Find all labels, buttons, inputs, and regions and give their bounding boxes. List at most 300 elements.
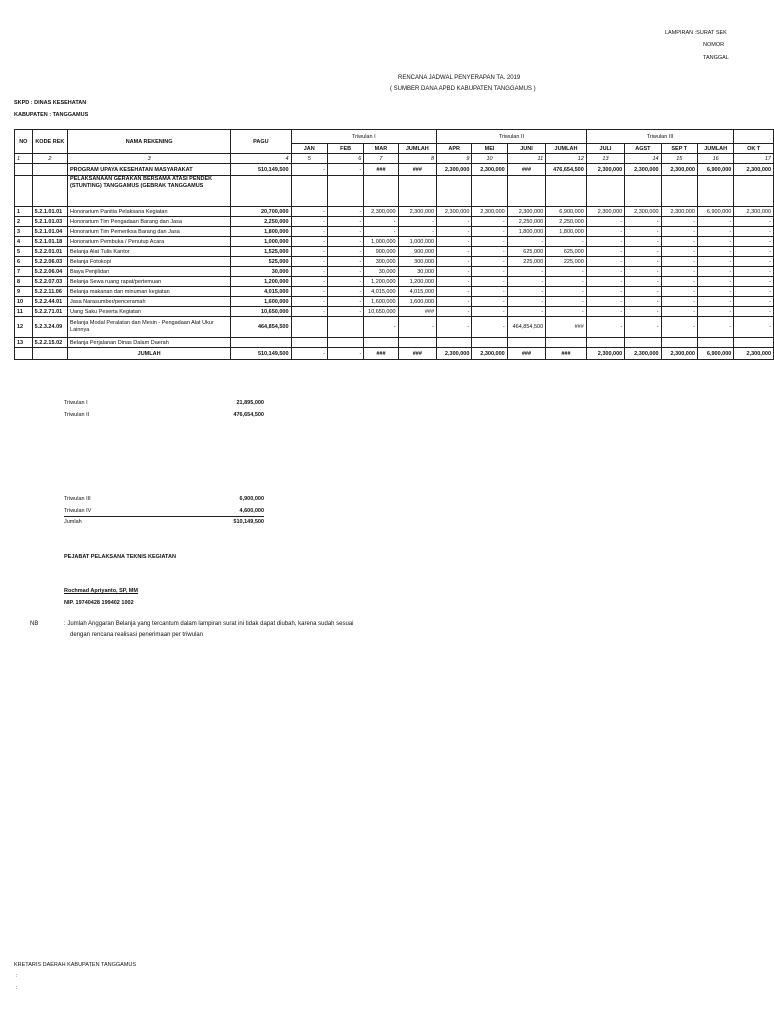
row-nama: Honorarium Tim Pemeriksa Barang dan Jasa	[68, 227, 231, 237]
col-index: 17	[734, 154, 774, 164]
table-cell: -	[437, 227, 472, 237]
table-cell: 1,000,000	[231, 237, 291, 247]
note-line-2: dengan rencana realisasi penerimaan per triwulan	[70, 632, 204, 638]
signature-role: PEJABAT PELAKSANA TEKNIS KEGIATAN	[64, 554, 176, 560]
table-cell: 2,300,000	[437, 164, 472, 176]
table-cell: -	[661, 307, 697, 317]
col-nama: NAMA REKENING	[68, 130, 231, 154]
table-cell: 464,854,500	[507, 317, 545, 338]
table-cell: -	[697, 227, 733, 237]
table-cell: -	[398, 217, 436, 227]
row-nama: Honorarium Pembuka / Penutup Acara	[68, 237, 231, 247]
table-cell: -	[327, 237, 363, 247]
table-cell: 20,700,000	[231, 207, 291, 217]
col-month: JULI	[586, 144, 624, 154]
summary-value: 21,895,000	[236, 400, 264, 406]
table-cell: -	[437, 317, 472, 338]
table-cell: -	[586, 227, 624, 237]
table-cell: ###	[507, 164, 545, 176]
table-cell: -	[697, 317, 733, 338]
table-cell: 1,200,000	[398, 277, 436, 287]
table-cell	[398, 338, 436, 348]
table-cell: -	[734, 287, 774, 297]
row-kode: 5.2.2.06.03	[32, 257, 67, 267]
table-cell: -	[472, 297, 507, 307]
table-cell: 1,000,000	[364, 237, 398, 247]
table-row	[15, 227, 774, 237]
table-cell: -	[734, 257, 774, 267]
col-index: 4	[231, 154, 291, 164]
row-nama: Belanja Sewa ruang rapat/pertemuan	[68, 277, 231, 287]
table-cell	[697, 338, 733, 348]
col-index: 1	[15, 154, 33, 164]
table-cell: 6,900,000	[546, 207, 587, 217]
table-cell: 2,300,000	[437, 207, 472, 217]
col-index: 7	[364, 154, 398, 164]
row-nama: Honorarium Panitia Pelaksana Kegiatan	[68, 207, 231, 217]
table-cell: -	[364, 317, 398, 338]
table-cell: -	[697, 257, 733, 267]
table-cell: -	[437, 267, 472, 277]
table-cell: -	[437, 247, 472, 257]
table-cell: -	[734, 297, 774, 307]
row-nama: Belanja Perjalanan Dinas Dalam Daerah	[68, 338, 231, 348]
table-row	[15, 317, 774, 338]
table-cell	[327, 317, 363, 338]
table-cell: -	[472, 307, 507, 317]
col-index: 16	[697, 154, 733, 164]
table-cell: -	[291, 277, 327, 287]
table-cell: -	[586, 257, 624, 267]
summary-label: Triwulan IV	[64, 508, 92, 514]
table-cell: -	[291, 287, 327, 297]
table-cell: 625,000	[507, 247, 545, 257]
table-row	[15, 338, 774, 348]
table-cell: 2,300,000	[586, 164, 624, 176]
table-cell: -	[625, 227, 661, 237]
table-cell: -	[546, 277, 587, 287]
table-cell: -	[437, 217, 472, 227]
table-cell: -	[734, 227, 774, 237]
col-triwulan-4-partial	[734, 130, 774, 144]
table-cell: -	[291, 267, 327, 277]
page-subtitle: ( SUMBER DANA APBD KABUPATEN TANGGAMUS )	[390, 86, 536, 92]
table-cell: ###	[398, 164, 436, 176]
table-cell: -	[291, 164, 327, 176]
table-cell: -	[437, 307, 472, 317]
table-cell	[291, 317, 327, 338]
table-cell: -	[546, 267, 587, 277]
col-triwulan-2: Triwulan II	[437, 130, 587, 144]
table-cell	[625, 338, 661, 348]
table-cell: -	[291, 348, 327, 360]
row-no: 13	[15, 338, 33, 348]
table-cell: -	[586, 267, 624, 277]
table-row	[15, 307, 774, 317]
row-no: 12	[15, 317, 33, 338]
table-row	[15, 297, 774, 307]
table-cell: 1,200,000	[364, 277, 398, 287]
table-cell: -	[546, 237, 587, 247]
tanggal-label: TANGGAL	[703, 55, 729, 61]
col-month: JUMLAH	[546, 144, 587, 154]
table-cell: 1,600,000	[231, 297, 291, 307]
table-cell: -	[437, 287, 472, 297]
table-cell: 10,650,000	[364, 307, 398, 317]
table-row	[15, 207, 774, 217]
table-cell: ###	[507, 348, 545, 360]
table-cell: -	[327, 277, 363, 287]
row-nama: Belanja makanan dan minuman kegiatan	[68, 287, 231, 297]
table-cell	[507, 338, 545, 348]
col-month: APR	[437, 144, 472, 154]
table-cell: 2,300,000	[625, 164, 661, 176]
table-cell: -	[546, 287, 587, 297]
table-cell	[327, 338, 363, 348]
table-cell: -	[586, 317, 624, 338]
table-cell: 900,000	[364, 247, 398, 257]
table-cell	[472, 338, 507, 348]
table-cell: -	[625, 267, 661, 277]
row-no: 6	[15, 257, 33, 267]
table-cell: 1,200,000	[231, 277, 291, 287]
table-cell: -	[437, 277, 472, 287]
col-index: 15	[661, 154, 697, 164]
table-cell: -	[586, 247, 624, 257]
row-no: 1	[15, 207, 33, 217]
table-cell	[437, 338, 472, 348]
table-cell: 2,300,000	[734, 207, 774, 217]
table-cell: -	[586, 277, 624, 287]
table-cell: 2,300,000	[661, 348, 697, 360]
row-kode: 5.2.1.01.18	[32, 237, 67, 247]
table-cell: 30,000	[364, 267, 398, 277]
table-cell: -	[291, 307, 327, 317]
table-cell: -	[625, 237, 661, 247]
table-cell: 30,000	[231, 267, 291, 277]
row-no: 9	[15, 287, 33, 297]
table-cell: -	[546, 297, 587, 307]
table-cell: -	[364, 227, 398, 237]
table-cell: -	[661, 227, 697, 237]
lampiran-label: LAMPIRAN :SURAT SEK	[665, 30, 727, 36]
table-cell: 2,300,000	[472, 207, 507, 217]
table-cell: -	[734, 277, 774, 287]
table-cell: -	[364, 217, 398, 227]
table-cell: -	[327, 217, 363, 227]
table-cell: 2,300,000	[586, 207, 624, 217]
summary-value: 510,149,500	[233, 519, 264, 525]
table-cell: -	[586, 237, 624, 247]
table-cell: 625,000	[546, 247, 587, 257]
table-cell: 2,300,000	[398, 207, 436, 217]
table-cell: 2,300,000	[472, 348, 507, 360]
table-cell: -	[586, 307, 624, 317]
row-no: 7	[15, 267, 33, 277]
table-cell: -	[472, 267, 507, 277]
table-row	[15, 247, 774, 257]
table-cell: -	[546, 307, 587, 317]
table-cell: -	[697, 237, 733, 247]
table-cell: -	[625, 317, 661, 338]
table-cell: -	[437, 237, 472, 247]
col-triwulan-1: Triwulan I	[291, 130, 437, 144]
table-cell: -	[661, 287, 697, 297]
table-cell: 2,300,000	[661, 164, 697, 176]
row-no: 4	[15, 237, 33, 247]
table-cell: -	[472, 317, 507, 338]
col-index: 12	[546, 154, 587, 164]
table-cell: 1,800,000	[546, 227, 587, 237]
table-cell: -	[472, 287, 507, 297]
signature-name: Rochmad Apriyanto, SP, MM	[64, 588, 138, 594]
table-cell: -	[327, 227, 363, 237]
col-index: 9	[437, 154, 472, 164]
table-cell: -	[507, 287, 545, 297]
col-index: 11	[507, 154, 545, 164]
table-cell: 6,900,000	[697, 348, 733, 360]
table-cell: -	[586, 217, 624, 227]
col-index: 5	[291, 154, 327, 164]
table-cell: 30,000	[398, 267, 436, 277]
row-kode: 5.2.2.01.01	[32, 247, 67, 257]
table-cell: 476,654,500	[546, 164, 587, 176]
table-cell: -	[734, 217, 774, 227]
col-month: AGST	[625, 144, 661, 154]
table-cell: -	[327, 164, 363, 176]
table-cell: 2,300,000	[507, 207, 545, 217]
table-cell: -	[661, 317, 697, 338]
table-cell: 1,000,000	[398, 237, 436, 247]
program-row	[15, 164, 774, 176]
row-kode: 5.2.2.15.02	[32, 338, 67, 348]
col-index: 14	[625, 154, 661, 164]
table-cell: -	[661, 277, 697, 287]
table-cell: -	[398, 317, 436, 338]
table-cell: -	[472, 227, 507, 237]
table-cell: -	[661, 247, 697, 257]
table-row	[15, 277, 774, 287]
footer-colon: :	[16, 985, 18, 991]
table-cell: 225,000	[546, 257, 587, 267]
row-kode: 5.2.2.11.06	[32, 287, 67, 297]
table-cell: -	[734, 237, 774, 247]
table-cell: ###	[546, 348, 587, 360]
table-cell: -	[586, 287, 624, 297]
table-cell: 1,600,000	[364, 297, 398, 307]
col-month: FEB	[327, 144, 363, 154]
row-kode: 5.2.1.01.04	[32, 227, 67, 237]
table-cell: 2,300,000	[437, 348, 472, 360]
footer-colon: :	[16, 973, 18, 979]
row-nama: Belanja Fotokopi	[68, 257, 231, 267]
table-cell: 2,300,000	[734, 164, 774, 176]
table-cell: 2,250,000	[231, 217, 291, 227]
row-no: 8	[15, 277, 33, 287]
table-cell: -	[437, 257, 472, 267]
table-cell: 1,800,000	[507, 227, 545, 237]
table-cell: -	[507, 277, 545, 287]
table-cell: -	[625, 307, 661, 317]
table-cell: 464,854,500	[231, 317, 291, 338]
table-cell: -	[586, 297, 624, 307]
table-cell: -	[327, 257, 363, 267]
table-cell: ###	[364, 348, 398, 360]
table-cell: -	[472, 247, 507, 257]
row-kode: 5.2.2.07.03	[32, 277, 67, 287]
table-cell	[231, 338, 291, 348]
table-cell: 900,000	[398, 247, 436, 257]
row-kode: 5.2.1.01.01	[32, 207, 67, 217]
row-kode: 5.2.1.01.03	[32, 217, 67, 227]
col-month: SEP T	[661, 144, 697, 154]
table-cell: -	[472, 257, 507, 267]
skpd-label: SKPD : DINAS KESEHATAN	[14, 100, 87, 106]
row-no: 2	[15, 217, 33, 227]
col-triwulan-3: Triwulan III	[586, 130, 734, 144]
table-cell: -	[661, 237, 697, 247]
col-month: MEI	[472, 144, 507, 154]
table-cell	[734, 338, 774, 348]
table-cell: 6,900,000	[697, 164, 733, 176]
table-cell: 510,149,500	[231, 164, 291, 176]
page-title: RENCANA JADWAL PENYERAPAN TA. 2019	[398, 75, 521, 81]
table-cell: -	[661, 267, 697, 277]
note-line-1: : Jumlah Anggaran Belanja yang tercantum dalam lampiran surat ini tidak dapat diubah, karena sudah sesuai	[64, 621, 354, 627]
kabupaten-label: KABUPATEN : TANGGAMUS	[14, 112, 89, 118]
table-cell: -	[697, 247, 733, 257]
table-cell: -	[661, 257, 697, 267]
col-no: NO	[15, 130, 33, 154]
col-index: 3	[68, 154, 231, 164]
table-cell: -	[625, 287, 661, 297]
col-month: OK T	[734, 144, 774, 154]
footer-text: KRETARIS DAERAH KABUPATEN TANGGAMUS	[14, 962, 137, 968]
summary-value: 4,600,000	[239, 508, 264, 514]
summary-label: Triwulan II	[64, 412, 90, 418]
table-cell: -	[472, 277, 507, 287]
col-index: 6	[327, 154, 363, 164]
col-index: 10	[472, 154, 507, 164]
row-kode: 5.2.3.24.09	[32, 317, 67, 338]
table-cell: 2,300,000	[625, 207, 661, 217]
table-cell: 2,250,000	[546, 217, 587, 227]
table-row	[15, 287, 774, 297]
row-nama: Uang Saku Peserta Kegiatan	[68, 307, 231, 317]
summary-label: Jumlah	[64, 519, 82, 525]
table-cell: 300,000	[364, 257, 398, 267]
table-cell	[661, 338, 697, 348]
row-no: 10	[15, 297, 33, 307]
row-nama: Belanja Modal Peralatan dan Mesin - Pengadaan Alat Ukur Lainnya	[68, 317, 231, 338]
table-cell: 2,300,000	[364, 207, 398, 217]
table-cell: -	[734, 307, 774, 317]
table-cell: 525,000	[231, 257, 291, 267]
table-cell	[546, 338, 587, 348]
schedule-table	[14, 129, 774, 360]
table-cell: -	[327, 287, 363, 297]
table-cell: 300,000	[398, 257, 436, 267]
table-cell: -	[327, 297, 363, 307]
row-no: 3	[15, 227, 33, 237]
table-cell: -	[507, 267, 545, 277]
row-no: 5	[15, 247, 33, 257]
table-cell: 4,015,000	[364, 287, 398, 297]
col-kode: KODE REK	[32, 130, 67, 154]
table-cell: 225,000	[507, 257, 545, 267]
table-row	[15, 237, 774, 247]
index-row	[15, 154, 774, 164]
table-cell: -	[734, 267, 774, 277]
total-row	[15, 348, 774, 360]
table-cell: -	[625, 297, 661, 307]
table-cell: -	[291, 207, 327, 217]
table-cell: -	[291, 237, 327, 247]
table-cell: 1,600,000	[398, 297, 436, 307]
col-pagu: PAGU	[231, 130, 291, 154]
table-cell: -	[291, 247, 327, 257]
table-cell: 2,300,000	[472, 164, 507, 176]
row-nama: Biaya Penjilidan	[68, 267, 231, 277]
table-cell: -	[291, 227, 327, 237]
table-cell: -	[661, 217, 697, 227]
table-cell: -	[437, 297, 472, 307]
col-month: JUMLAH	[398, 144, 436, 154]
table-cell: 4,015,000	[398, 287, 436, 297]
table-cell: -	[472, 217, 507, 227]
table-cell: ###	[398, 307, 436, 317]
table-cell: 10,650,000	[231, 307, 291, 317]
kegiatan-name: PELAKSANAAN GERAKAN BERSAMA ATASI PENDEK (STUNTING) TANGGAMUS (GEBRAK TANGGAMUS	[68, 176, 231, 207]
table-cell: 1,800,000	[231, 227, 291, 237]
table-cell: ###	[398, 348, 436, 360]
row-kode: 5.2.2.06.04	[32, 267, 67, 277]
summary-value: 6,900,000	[239, 496, 264, 502]
row-nama: Honorarium Tim Pengadaan Barang dan Jasa	[68, 217, 231, 227]
table-cell: ###	[364, 164, 398, 176]
table-row	[15, 267, 774, 277]
table-cell: -	[625, 247, 661, 257]
table-cell: -	[697, 297, 733, 307]
table-cell: ###	[546, 317, 587, 338]
summary-divider	[64, 516, 264, 517]
table-cell: -	[291, 297, 327, 307]
table-cell: 1,525,000	[231, 247, 291, 257]
col-month: MAR	[364, 144, 398, 154]
note-label: NB	[30, 621, 39, 627]
table-cell: -	[327, 307, 363, 317]
row-nama: Belanja Alat Tulis Kantor	[68, 247, 231, 257]
program-name: PROGRAM UPAYA KESEHATAN MASYARAKAT	[68, 164, 231, 176]
table-cell: -	[734, 317, 774, 338]
table-cell: -	[697, 277, 733, 287]
table-cell: -	[697, 307, 733, 317]
table-cell: -	[327, 267, 363, 277]
table-cell: -	[291, 217, 327, 227]
row-no: 11	[15, 307, 33, 317]
table-cell: -	[625, 257, 661, 267]
table-row	[15, 257, 774, 267]
header-row	[15, 130, 774, 144]
table-cell: 2,300,000	[661, 207, 697, 217]
table-cell: -	[625, 277, 661, 287]
table-row	[15, 217, 774, 227]
table-cell: -	[734, 247, 774, 257]
table-cell: -	[507, 307, 545, 317]
table-cell: 6,900,000	[697, 207, 733, 217]
table-cell: 2,300,000	[586, 348, 624, 360]
table-cell: -	[697, 217, 733, 227]
